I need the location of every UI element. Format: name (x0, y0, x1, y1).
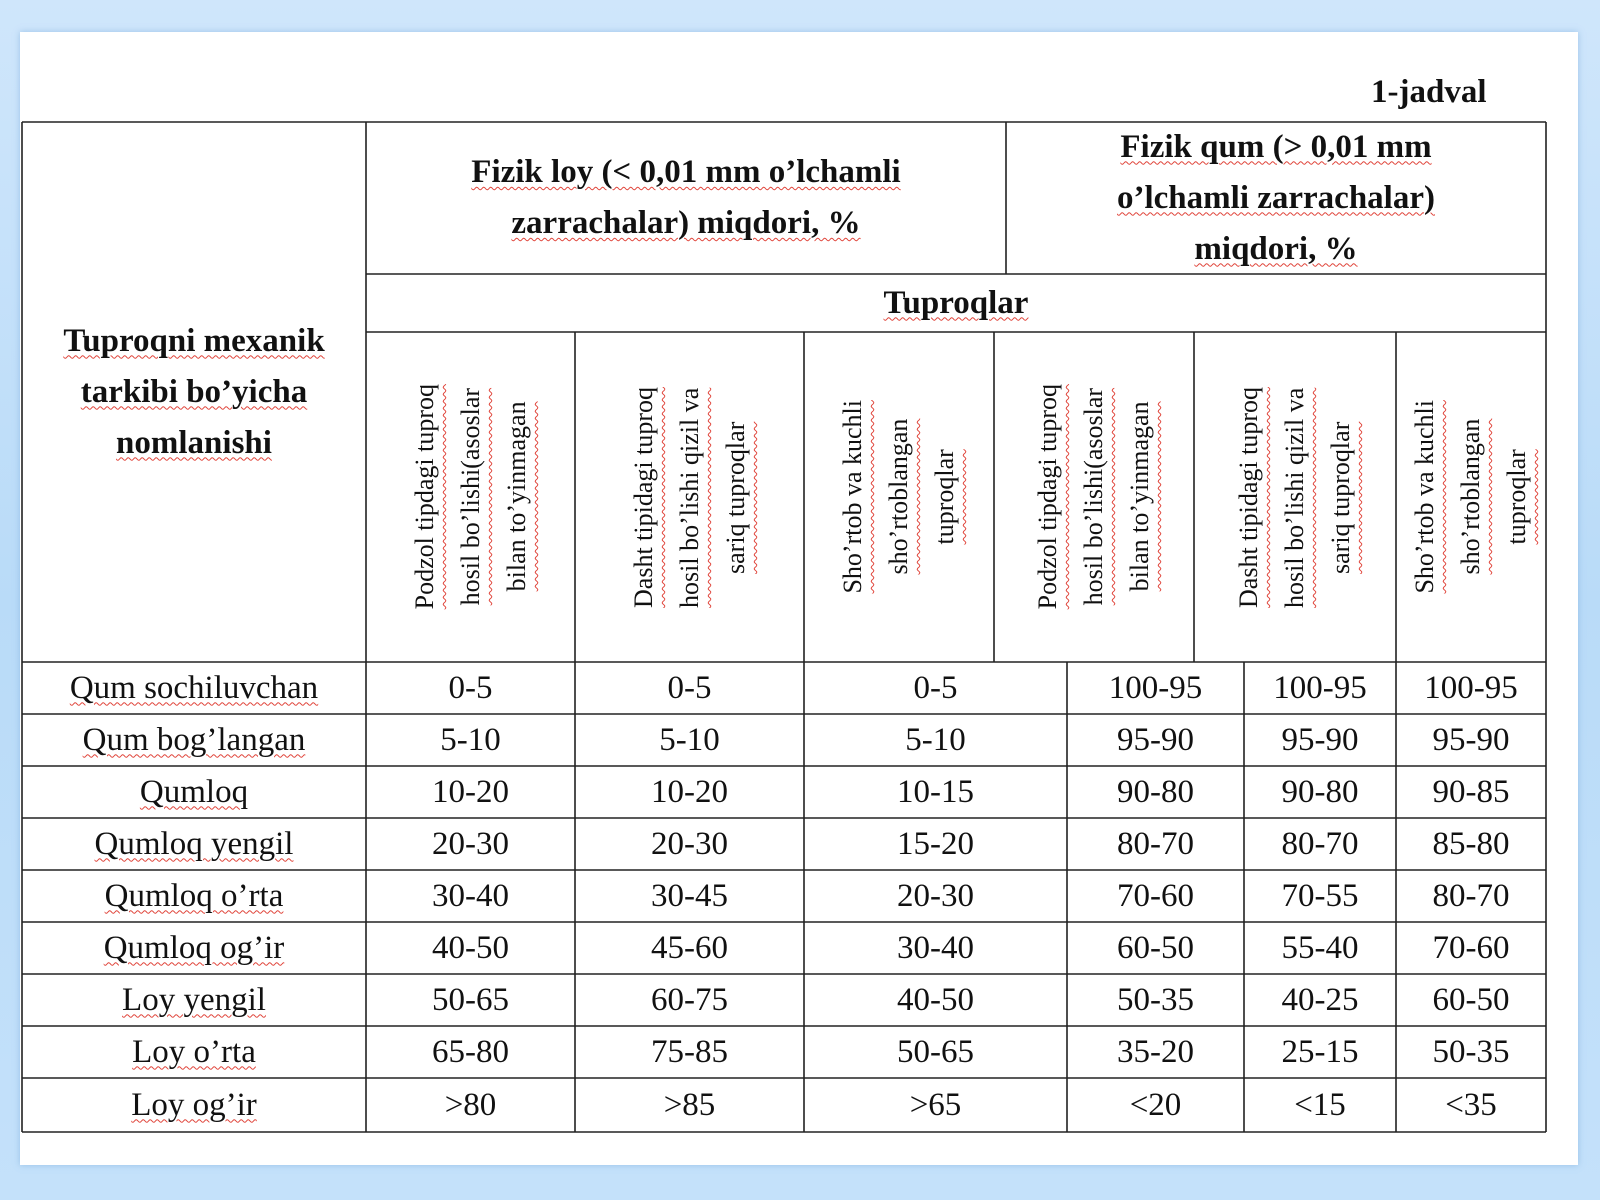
table-row-name-text: Qumloq o’rta (104, 877, 284, 914)
table-row-name (22, 818, 366, 870)
table-cell-text: 25-15 (1281, 1033, 1359, 1070)
table-cell-text: 40-50 (432, 929, 509, 966)
table-cell-text: 70-60 (1117, 877, 1194, 914)
soil-type-line: tuproqlar (930, 449, 959, 545)
soil-type-line: bilan to’yinmagan (501, 402, 531, 592)
table-cell-text: 100-95 (1273, 669, 1367, 706)
table-cell-text: 65-80 (432, 1033, 509, 1070)
table-cell (804, 818, 1067, 870)
table-cell (366, 974, 575, 1026)
table-cell-text: 90-80 (1117, 773, 1194, 810)
table-cell (804, 662, 1067, 714)
soil-type-header (1194, 332, 1396, 662)
table-row-name-text: Loy og’ir (131, 1086, 257, 1123)
soil-type-line: Sho’rtob va kuchli (1410, 400, 1439, 594)
table-cell (804, 766, 1067, 818)
table-cell (1396, 1078, 1546, 1132)
table-cell (804, 870, 1067, 922)
table-cell (1067, 870, 1244, 922)
soil-type-line: Dasht tipidagi tuproq (628, 386, 658, 608)
table-cell (804, 922, 1067, 974)
table-cell-text: 5-10 (659, 721, 720, 758)
table-row-name (22, 922, 366, 974)
table-cell-text: 5-10 (440, 721, 501, 758)
soil-type-header (575, 332, 804, 662)
table-cell-text: 50-65 (897, 1033, 974, 1070)
table-cell (1396, 1026, 1546, 1078)
table-cell-text: 0-5 (913, 669, 958, 706)
soil-type-header (366, 332, 575, 662)
table-cell-text: 20-30 (651, 825, 728, 862)
table-cell-text: 5-10 (905, 721, 966, 758)
table-cell (1244, 922, 1396, 974)
table-cell (366, 714, 575, 766)
table-cell (1396, 974, 1546, 1026)
table-cell (1067, 714, 1244, 766)
table-cell (1244, 1026, 1396, 1078)
table-cell-text: 10-15 (897, 773, 974, 810)
table-cell-text: 70-55 (1281, 877, 1359, 914)
table-cell-text: >85 (663, 1086, 716, 1123)
table-cell-text: 100-95 (1108, 669, 1203, 706)
table-cell (1067, 662, 1244, 714)
table-row-name (22, 662, 366, 714)
table-row-name-text: Loy o’rta (132, 1033, 256, 1070)
table-cell (1244, 818, 1396, 870)
table-cell-text: 40-50 (897, 981, 974, 1018)
table-cell (804, 1078, 1067, 1132)
table-row-name (22, 1078, 366, 1132)
soils-header (366, 274, 1546, 332)
soil-type-line: bilan to’yinmagan (1125, 402, 1154, 592)
table-cell (575, 818, 804, 870)
table-cell (804, 714, 1067, 766)
table-cell-text: 0-5 (667, 669, 712, 706)
soil-type-line: sho’rtoblangan (1456, 419, 1485, 575)
table-row-name-text: Qum sochiluvchan (69, 669, 319, 706)
table-cell (366, 818, 575, 870)
soil-type-line: tuproqlar (1502, 449, 1531, 545)
table-cell (1067, 922, 1244, 974)
soil-type-line: hosil bo’lishi qizil va (1280, 386, 1309, 608)
table-cell-text: 20-30 (432, 825, 509, 862)
table-cell (1244, 1078, 1396, 1132)
table-cell (1396, 818, 1546, 870)
table-cell-text: 95-90 (1117, 721, 1194, 758)
table-cell-text: >65 (909, 1086, 962, 1123)
soil-type-line: hosil bo’lishi(asoslar (1079, 388, 1108, 606)
table-cell (366, 1078, 575, 1132)
table-row-name-text: Loy yengil (122, 981, 266, 1018)
table-cell-text: 50-35 (1117, 981, 1194, 1018)
table-cell-text: >80 (444, 1086, 497, 1123)
table-cell (575, 1078, 804, 1132)
table-cell-text: <35 (1445, 1086, 1497, 1123)
table-cell (1396, 662, 1546, 714)
table-cell (366, 766, 575, 818)
table-cell-text: <20 (1129, 1086, 1182, 1123)
table-cell (575, 662, 804, 714)
table-cell-text: 80-70 (1117, 825, 1194, 862)
table-row-name (22, 1026, 366, 1078)
table-cell-text: 80-70 (1432, 877, 1510, 914)
table-cell-text: 60-75 (651, 981, 728, 1018)
table-cell-text: 80-70 (1281, 825, 1359, 862)
table-cell (1396, 870, 1546, 922)
soil-type-line: Sho’rtob va kuchli (838, 400, 867, 594)
group-header-sand (1066, 122, 1486, 274)
group-header-sand-text: Fizik qum (> 0,01 mm o’lchamli zarrachalar) miqdori, % (1117, 128, 1435, 267)
table-cell (1067, 974, 1244, 1026)
table-cell-text: <15 (1294, 1086, 1346, 1123)
soil-type-line: Podzol tipdagi tuproq (1033, 384, 1062, 610)
table-cell (575, 974, 804, 1026)
table-cell-text: 90-85 (1432, 773, 1510, 810)
table-cell-text: 50-65 (432, 981, 509, 1018)
soil-type-line: Dasht tipidagi tuproq (1234, 386, 1263, 608)
table-cell (366, 1026, 575, 1078)
table-cell (1244, 714, 1396, 766)
group-header-clay (426, 122, 946, 274)
table-row-name-text: Qumloq og’ir (103, 929, 285, 966)
table-cell (1396, 714, 1546, 766)
table-cell-text: 95-90 (1432, 721, 1510, 758)
table-cell-text: 75-85 (651, 1033, 728, 1070)
table-cell-text: 85-80 (1432, 825, 1510, 862)
table-cell (575, 870, 804, 922)
soil-type-line: hosil bo’lishi qizil va (674, 386, 704, 608)
table-cell (1244, 662, 1396, 714)
table-cell (1067, 818, 1244, 870)
table-cell (575, 766, 804, 818)
table-cell (366, 870, 575, 922)
row-name-header-text: Tuproqni mexanik tarkibi bo’yicha nomlanishi (63, 322, 325, 461)
table-cell-text: 50-35 (1432, 1033, 1510, 1070)
table-row-name-text: Qumloq yengil (94, 825, 294, 862)
table-row-name (22, 766, 366, 818)
soil-type-line: sariq tuproqlar (720, 420, 750, 574)
table-cell-text: 30-40 (897, 929, 974, 966)
table-row-name-text: Qum bog’langan (82, 721, 306, 758)
table-cell-text: 40-25 (1281, 981, 1359, 1018)
soil-type-line: Podzol tipdagi tuproq (409, 384, 439, 610)
table-cell-text: 100-95 (1424, 669, 1518, 706)
table-cell-text: 15-20 (897, 825, 974, 862)
table-label: 1-jadval (1371, 74, 1487, 110)
table-cell-text: 0-5 (448, 669, 493, 706)
table-cell (1244, 766, 1396, 818)
table-cell (1067, 1078, 1244, 1132)
table-cell-text: 95-90 (1281, 721, 1359, 758)
table-cell (804, 1026, 1067, 1078)
table-cell (575, 922, 804, 974)
table-cell-text: 35-20 (1117, 1033, 1194, 1070)
table-cell-text: 10-20 (432, 773, 509, 810)
table-row-name (22, 974, 366, 1026)
table-cell-text: 55-40 (1281, 929, 1359, 966)
soil-type-header (804, 332, 994, 662)
table-cell-text: 70-60 (1432, 929, 1510, 966)
table-cell-text: 60-50 (1117, 929, 1194, 966)
table-cell-text: 10-20 (651, 773, 728, 810)
table-cell-text: 90-80 (1281, 773, 1359, 810)
table-cell (1396, 766, 1546, 818)
slide (20, 32, 1578, 1165)
table-row-name (22, 714, 366, 766)
table-cell (366, 662, 575, 714)
table-cell (575, 1026, 804, 1078)
table-cell (1067, 1026, 1244, 1078)
table-cell (575, 714, 804, 766)
table-cell-text: 60-50 (1432, 981, 1510, 1018)
table-cell-text: 30-45 (651, 877, 728, 914)
soils-header-text: Tuproqlar (883, 284, 1029, 321)
table-cell (804, 974, 1067, 1026)
table-row-name (22, 870, 366, 922)
table-cell (1396, 922, 1546, 974)
table-cell-text: 20-30 (897, 877, 974, 914)
group-header-clay-text: Fizik loy (< 0,01 mm o’lchamli zarrachalar) miqdori, % (471, 154, 901, 241)
table-cell (1244, 974, 1396, 1026)
table-cell-text: 30-40 (432, 877, 509, 914)
soil-type-header (994, 332, 1194, 662)
row-name-header (36, 122, 352, 662)
table-cell (366, 922, 575, 974)
soil-type-line: hosil bo’lishi(asoslar (455, 388, 485, 606)
soil-type-line: sho’rtoblangan (884, 419, 913, 575)
soil-type-line: sariq tuproqlar (1326, 420, 1355, 574)
table-cell-text: 45-60 (651, 929, 728, 966)
table-cell (1244, 870, 1396, 922)
soil-type-header (1396, 332, 1546, 662)
table-cell (1067, 766, 1244, 818)
table-row-name-text: Qumloq (139, 773, 249, 810)
